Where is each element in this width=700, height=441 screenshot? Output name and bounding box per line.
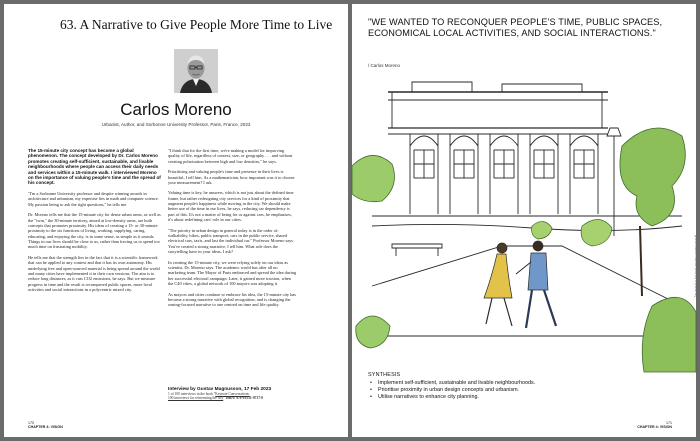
lead-paragraph: The 15-minute city concept has become a global phenomenon. The concept developed by Dr. Carlos Moreno promotes creating self-sufficient, sustainable, and livable neighbourhoods where people can access their daily needs and services within a 15-minute walk. I interviewed Moreno on the importance of valuing people's time and the spread of his concept. bbox=[28, 148, 161, 186]
synthesis-item: • Prioritise proximity in urban design concepts and urbanism. bbox=[368, 387, 668, 394]
right-text-column bbox=[168, 148, 296, 313]
portrait-image bbox=[174, 49, 218, 93]
synthesis-heading: SYNTHESIS bbox=[368, 372, 401, 378]
chapter-label: CHAPTER 4: VISION bbox=[28, 425, 63, 430]
illustration-caption: The artwork in this book has been created using AI. bbox=[694, 234, 698, 298]
quote-attribution: / Carlos Moreno bbox=[368, 63, 401, 68]
body-paragraph: Prioritising and valuing people's time and presence in their lives is beautiful, I tell him. As a mathematician, how important was it to choose your measurement? I ask. bbox=[168, 169, 295, 185]
synthesis-list bbox=[368, 380, 668, 402]
credit-title: Interview by Gustav Magnusson, 17 Feb 2023 bbox=[168, 387, 272, 392]
pull-quote: "WE WANTED TO RECONQUER PEOPLE'S TIME, PUBLIC SPACES, ECONOMICAL LOCAL ACTIVITIES, AND SOCIAL INTERACTIONS." bbox=[368, 17, 663, 39]
body-paragraph: Dr. Moreno tells me that the 15-minute city for dense urban areas, as well as the "twin," the 30-minute territory, aimed at low-density areas, are both concepts that promotes proximity. His ideas of creating a 15- or 30-minute proximity to the six functions of living, working, supplying, caring, educating, and enjoying the city, is in some sense, as simple as it sounds. Things in our lives should be close to us, rather than forcing us to spend too much time on frustrating mobility. bbox=[28, 212, 161, 250]
credit-pre: 1 of 100 interviews in the book " bbox=[168, 392, 216, 396]
book-subtitle-link[interactable]: 100 interviews for reinventing the city bbox=[168, 396, 224, 401]
body-paragraph: He tells me that the strength lies in the fact that it is a scientific framework that can be applied to any context and that it has its own autonomy. His underlying free and open-sourced material is being spread around the world and many cities have implemented it in their own versions. The aim is to reduce long distances, as it cuts CO2 emissions, he says. But we measure progress in time and the result is reconquered public spaces, more local activities and social interactions in a polycentric mixed city. bbox=[28, 254, 160, 292]
chapter-label: CHAPTER 4: VISION bbox=[637, 425, 672, 430]
page-number: 171 bbox=[666, 421, 672, 425]
body-paragraph: In creating the 15-minute city, we were relying solely on our ideas as scientist, Dr. Moreno says. The academic world has after all no marketing team. The Mayor of Paris embraced and spread the idea during her successful electoral campaign. Later, it gained more traction, when the C40 cities, a global network of 100 mayors was adopting it. bbox=[168, 259, 297, 286]
left-page bbox=[4, 4, 348, 437]
person-role: Urbanist, Author, and Sorbonne University Professor, Paris, France, 2023 bbox=[101, 122, 251, 127]
right-page bbox=[352, 4, 696, 437]
body-paragraph: "I think that for the first time, we're making a model for improving quality of life, regardless of context, size, or geography . . . and without creating polarisation between high and low densities," he says. bbox=[168, 148, 293, 164]
credit-mid: " bbox=[223, 396, 226, 401]
body-paragraph: Valuing time is key, he answers, which is not just about the defined time frame, but rather redesigning city services for a kind of proximity that augment people's happiness while moving in the city. We should make better use of the time in our lives, he says, reducing car dependency is part of this. It's not a matter of being for or against cars, he emphasises, it's about redefining cars' role in our cities. bbox=[168, 190, 294, 223]
city-illustration bbox=[352, 76, 696, 372]
body-paragraph: As mayors and cities continue to embrace his idea, the 15-minute city has become a strong narrative with global recognition, and is changing the zoning-focused narrative to one centred on time and life quality. bbox=[168, 291, 296, 308]
body-paragraph: "The priority in urban design in general today is in the order of: walkability, bikes, public transport, cars in the public service, shared electrical cars, taxis, and last the individual car." Professor Moreno says. You've created a strong narrative, I tell him. What role does the storytelling have in your ideas, I ask? bbox=[168, 227, 295, 255]
page-number: 170 bbox=[28, 421, 34, 425]
interview-credit bbox=[168, 387, 318, 401]
article-title: 63. A Narrative to Give People More Time to Live bbox=[60, 17, 333, 32]
left-text-column bbox=[28, 148, 162, 297]
synthesis-item: • Utilise narratives to enhance city planning. bbox=[368, 394, 668, 401]
portrait-photo bbox=[174, 49, 218, 93]
folio-left bbox=[28, 421, 63, 429]
synthesis-item: • Implement self-sufficient, sustainable and livable neighbourhoods. bbox=[368, 380, 668, 387]
isbn: ISBN: 978-91531-0717-0 bbox=[225, 396, 264, 401]
greenery bbox=[352, 128, 696, 372]
building-drawing bbox=[372, 82, 682, 336]
synthesis-box bbox=[368, 372, 668, 402]
walking-couple bbox=[484, 241, 556, 328]
book-link[interactable]: Keynote Conversations. bbox=[215, 392, 250, 396]
folio-right bbox=[637, 421, 672, 429]
body-paragraph: "I'm a Sorbonne University professor and despite winning awards in architecture and urbanism, my expertise lies in math and computer science. My passion being to ask the right questions," he tells me. bbox=[28, 191, 159, 207]
person-name: Carlos Moreno bbox=[120, 100, 232, 119]
credit-source bbox=[168, 392, 318, 401]
